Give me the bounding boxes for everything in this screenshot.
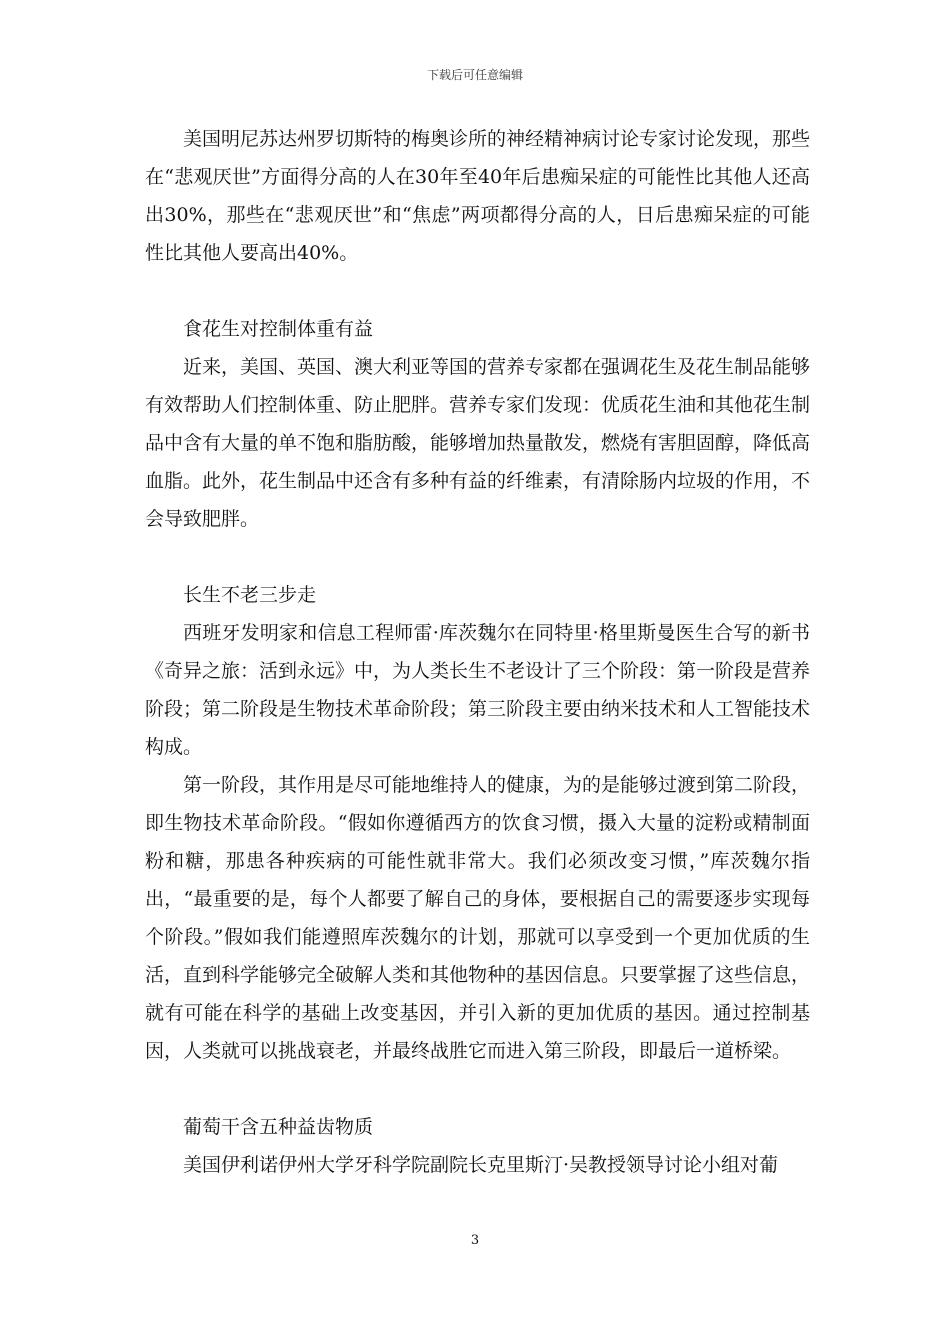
- page-number: 3: [470, 1233, 480, 1248]
- page-header: 下载后可任意编辑: [426, 68, 523, 82]
- paragraph: 第一阶段，其作用是尽可能地维持人的健康，为的是能够过渡到第二阶段，即生物技术革命阶段。“假如你遵循西方的饮食习惯，摄入大量的淀粉或精制面粉和糖，那患各种疾病的可能性就非常大。我们必须改变习惯，”库茨魏尔指出，“最重要的是，每个人都要了解自己的身体，要根据自己的需要逐步实现每个阶段。”假如我们能遵照库茨魏尔的计划，那就可以享受到一个更加优质的生活，直到科学能够完全破解人类和其他物种的基因信息。只要掌握了这些信息，就有可能在科学的基础上改变基因，并引入新的更加优质的基因。通过控制基因，人类就可以挑战衰老，并最终战胜它而进入第三阶段，即最后一道桥梁。: [145, 774, 811, 1062]
- paragraph: 西班牙发明家和信息工程师雷·库茨魏尔在同特里·格里斯曼医生合写的新书《奇异之旅：活到永远》中，为人类长生不老设计了三个阶段：第一阶段是营养阶段；第二阶段是生物技术革命阶段；第三阶段主要由纳米技术和人工智能技术构成。: [145, 622, 811, 758]
- section-heading: 食花生对控制体重有益: [183, 318, 374, 340]
- paragraph: 美国明尼苏达州罗切斯特的梅奥诊所的神经精神病讨论专家讨论发现，那些在“悲观厌世”方面得分高的人在30年至40年后患痴呆症的可能性比其他人还高出30%，那些在“悲观厌世”和“焦虑”两项都得分高的人，日后患痴呆症的可能性比其他人要高出40%。: [145, 128, 811, 264]
- paragraph: 近来，美国、英国、澳大利亚等国的营养专家都在强调花生及花生制品能够有效帮助人们控制体重、防止肥胖。营养专家们发现：优质花生油和其他花生制品中含有大量的单不饱和脂肪酸，能够增加热量散发，燃烧有害胆固醇，降低高血脂。此外，花生制品中还含有多种有益的纤维素，有清除肠内垃圾的作用，不会导致肥胖。: [145, 356, 811, 530]
- paragraph: 美国伊利诺伊州大学牙科学院副院长克里斯汀·吴教授领导讨论小组对葡: [183, 1154, 779, 1176]
- section-heading: 葡萄干含五种益齿物质: [183, 1116, 374, 1138]
- section-heading: 长生不老三步走: [183, 584, 317, 606]
- document-body: [145, 120, 810, 1184]
